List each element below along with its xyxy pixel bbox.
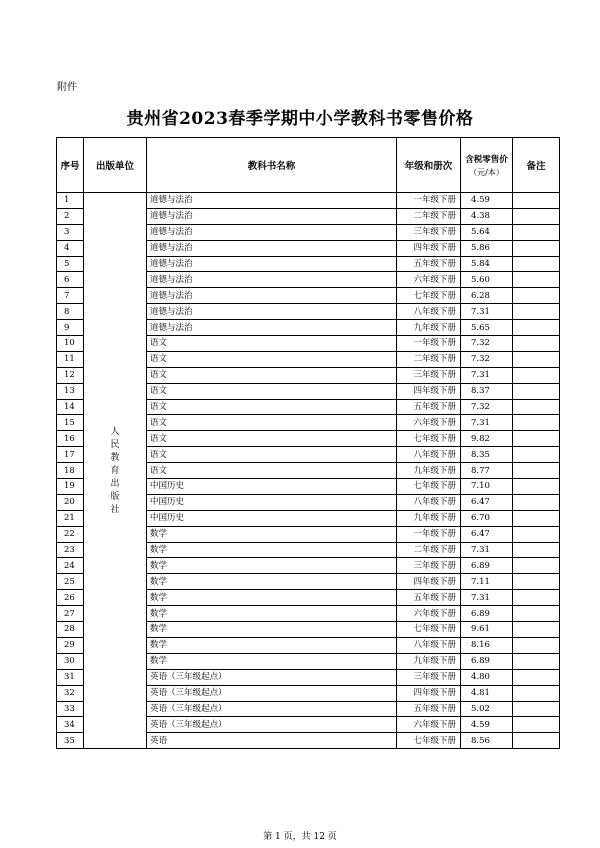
cell-seq: 19: [57, 479, 84, 495]
cell-price: 8.16: [461, 637, 513, 653]
cell-seq: 23: [57, 542, 84, 558]
cell-price: 4.38: [461, 208, 513, 224]
header-publisher: 出版单位: [84, 138, 147, 193]
cell-book: 语文: [147, 383, 397, 399]
cell-price: 7.10: [461, 479, 513, 495]
cell-book: 语文: [147, 351, 397, 367]
cell-book: 英语（三年级起点）: [147, 669, 397, 685]
cell-book: 中国历史: [147, 479, 397, 495]
cell-price: 5.86: [461, 240, 513, 256]
cell-book: 语文: [147, 336, 397, 352]
cell-book: 中国历史: [147, 494, 397, 510]
cell-note: [513, 208, 560, 224]
cell-book: 数学: [147, 606, 397, 622]
cell-price: 5.60: [461, 272, 513, 288]
cell-book: 英语（三年级起点）: [147, 685, 397, 701]
cell-grade: 七年级下册: [397, 431, 461, 447]
cell-seq: 35: [57, 733, 84, 749]
cell-grade: 二年级下册: [397, 208, 461, 224]
cell-book: 道德与法治: [147, 320, 397, 336]
cell-note: [513, 256, 560, 272]
cell-grade: 四年级下册: [397, 383, 461, 399]
cell-note: [513, 733, 560, 749]
header-book: 教科书名称: [147, 138, 397, 193]
cell-grade: 三年级下册: [397, 558, 461, 574]
cell-seq: 32: [57, 685, 84, 701]
cell-book: 数学: [147, 637, 397, 653]
cell-grade: 三年级下册: [397, 669, 461, 685]
cell-seq: 6: [57, 272, 84, 288]
cell-grade: 四年级下册: [397, 685, 461, 701]
cell-grade: 三年级下册: [397, 224, 461, 240]
cell-seq: 18: [57, 463, 84, 479]
cell-price: 4.59: [461, 193, 513, 209]
cell-publisher: [84, 193, 147, 749]
cell-note: [513, 685, 560, 701]
cell-grade: 五年级下册: [397, 256, 461, 272]
cell-grade: 八年级下册: [397, 304, 461, 320]
cell-seq: 13: [57, 383, 84, 399]
cell-price: 7.32: [461, 336, 513, 352]
cell-seq: 22: [57, 526, 84, 542]
cell-grade: 五年级下册: [397, 399, 461, 415]
cell-note: [513, 637, 560, 653]
cell-note: [513, 606, 560, 622]
cell-book: 英语（三年级起点）: [147, 701, 397, 717]
header-note: 备注: [513, 138, 560, 193]
cell-grade: 八年级下册: [397, 637, 461, 653]
cell-book: 语文: [147, 431, 397, 447]
cell-grade: 七年级下册: [397, 622, 461, 638]
cell-price: 7.31: [461, 415, 513, 431]
cell-seq: 33: [57, 701, 84, 717]
cell-price: 4.59: [461, 717, 513, 733]
cell-note: [513, 669, 560, 685]
cell-grade: 六年级下册: [397, 415, 461, 431]
cell-price: 4.81: [461, 685, 513, 701]
cell-book: 语文: [147, 367, 397, 383]
cell-seq: 12: [57, 367, 84, 383]
document-title: 贵州省2023春季学期中小学教科书零售价格: [126, 109, 474, 129]
cell-price: 6.47: [461, 494, 513, 510]
cell-book: 道德与法治: [147, 208, 397, 224]
cell-grade: 二年级下册: [397, 351, 461, 367]
cell-book: 语文: [147, 415, 397, 431]
cell-note: [513, 272, 560, 288]
cell-price: 6.70: [461, 510, 513, 526]
cell-book: 语文: [147, 463, 397, 479]
cell-seq: 2: [57, 208, 84, 224]
cell-note: [513, 431, 560, 447]
cell-note: [513, 479, 560, 495]
cell-note: [513, 415, 560, 431]
cell-note: [513, 383, 560, 399]
cell-note: [513, 510, 560, 526]
cell-note: [513, 304, 560, 320]
cell-price: 6.89: [461, 606, 513, 622]
cell-price: 5.02: [461, 701, 513, 717]
cell-seq: 21: [57, 510, 84, 526]
header-price: [461, 138, 513, 193]
cell-book: 道德与法治: [147, 272, 397, 288]
cell-price: 8.56: [461, 733, 513, 749]
cell-note: [513, 399, 560, 415]
cell-grade: 三年级下册: [397, 367, 461, 383]
cell-seq: 5: [57, 256, 84, 272]
table-row: [57, 193, 560, 209]
cell-book: 数学: [147, 542, 397, 558]
cell-book: 数学: [147, 526, 397, 542]
cell-seq: 20: [57, 494, 84, 510]
cell-note: [513, 574, 560, 590]
cell-book: 语文: [147, 399, 397, 415]
header-price-unit: （元/本）: [469, 167, 504, 177]
cell-book: 中国历史: [147, 510, 397, 526]
cell-book: 道德与法治: [147, 256, 397, 272]
cell-note: [513, 494, 560, 510]
cell-note: [513, 240, 560, 256]
cell-note: [513, 288, 560, 304]
cell-seq: 10: [57, 336, 84, 352]
cell-price: 4.80: [461, 669, 513, 685]
cell-note: [513, 224, 560, 240]
cell-grade: 六年级下册: [397, 606, 461, 622]
cell-grade: 五年级下册: [397, 701, 461, 717]
cell-seq: 31: [57, 669, 84, 685]
cell-book: 数学: [147, 622, 397, 638]
cell-grade: 七年级下册: [397, 479, 461, 495]
cell-book: 道德与法治: [147, 193, 397, 209]
cell-note: [513, 558, 560, 574]
cell-price: 6.28: [461, 288, 513, 304]
header-price-main: 含税零售价: [465, 154, 508, 165]
cell-grade: 六年级下册: [397, 272, 461, 288]
cell-price: 7.32: [461, 351, 513, 367]
cell-price: 5.65: [461, 320, 513, 336]
cell-seq: 11: [57, 351, 84, 367]
cell-seq: 15: [57, 415, 84, 431]
price-table: [56, 137, 560, 749]
cell-price: 6.47: [461, 526, 513, 542]
cell-note: [513, 336, 560, 352]
cell-price: 8.77: [461, 463, 513, 479]
cell-seq: 25: [57, 574, 84, 590]
cell-seq: 24: [57, 558, 84, 574]
cell-note: [513, 320, 560, 336]
header-seq: 序号: [57, 138, 84, 193]
cell-grade: 二年级下册: [397, 542, 461, 558]
cell-grade: 一年级下册: [397, 526, 461, 542]
cell-grade: 一年级下册: [397, 336, 461, 352]
cell-book: 英语（三年级起点）: [147, 717, 397, 733]
cell-grade: 八年级下册: [397, 447, 461, 463]
cell-note: [513, 367, 560, 383]
cell-note: [513, 447, 560, 463]
cell-note: [513, 542, 560, 558]
attachment-label: 附件: [57, 82, 77, 93]
cell-seq: 34: [57, 717, 84, 733]
cell-seq: 1: [57, 193, 84, 209]
cell-seq: 30: [57, 653, 84, 669]
cell-price: 9.61: [461, 622, 513, 638]
cell-note: [513, 351, 560, 367]
cell-book: 道德与法治: [147, 224, 397, 240]
cell-seq: 7: [57, 288, 84, 304]
header-grade: 年级和册次: [397, 138, 461, 193]
cell-seq: 4: [57, 240, 84, 256]
cell-seq: 17: [57, 447, 84, 463]
cell-seq: 9: [57, 320, 84, 336]
cell-note: [513, 622, 560, 638]
cell-grade: 九年级下册: [397, 463, 461, 479]
cell-price: 7.31: [461, 304, 513, 320]
cell-price: 8.37: [461, 383, 513, 399]
cell-seq: 27: [57, 606, 84, 622]
table-header-row: [57, 138, 560, 193]
page-footer: 第 1 页，共 12 页: [263, 832, 337, 842]
cell-price: 5.64: [461, 224, 513, 240]
cell-price: 9.82: [461, 431, 513, 447]
cell-price: 6.89: [461, 558, 513, 574]
cell-book: 数学: [147, 558, 397, 574]
cell-seq: 8: [57, 304, 84, 320]
cell-price: 7.11: [461, 574, 513, 590]
cell-seq: 26: [57, 590, 84, 606]
cell-book: 英语: [147, 733, 397, 749]
cell-book: 道德与法治: [147, 288, 397, 304]
cell-grade: 九年级下册: [397, 653, 461, 669]
cell-book: 道德与法治: [147, 240, 397, 256]
cell-grade: 八年级下册: [397, 494, 461, 510]
cell-book: 道德与法治: [147, 304, 397, 320]
cell-price: 6.89: [461, 653, 513, 669]
cell-book: 数学: [147, 574, 397, 590]
cell-grade: 五年级下册: [397, 590, 461, 606]
cell-seq: 29: [57, 637, 84, 653]
cell-note: [513, 717, 560, 733]
cell-book: 数学: [147, 653, 397, 669]
cell-seq: 16: [57, 431, 84, 447]
cell-seq: 28: [57, 622, 84, 638]
cell-grade: 六年级下册: [397, 717, 461, 733]
cell-price: 7.31: [461, 542, 513, 558]
cell-grade: 九年级下册: [397, 320, 461, 336]
cell-grade: 一年级下册: [397, 193, 461, 209]
cell-book: 语文: [147, 447, 397, 463]
cell-note: [513, 653, 560, 669]
cell-grade: 九年级下册: [397, 510, 461, 526]
cell-price: 7.31: [461, 367, 513, 383]
cell-seq: 3: [57, 224, 84, 240]
cell-seq: 14: [57, 399, 84, 415]
cell-grade: 四年级下册: [397, 240, 461, 256]
cell-grade: 七年级下册: [397, 733, 461, 749]
cell-note: [513, 526, 560, 542]
cell-note: [513, 193, 560, 209]
table-body: [57, 193, 560, 749]
cell-note: [513, 590, 560, 606]
cell-note: [513, 463, 560, 479]
cell-price: 8.35: [461, 447, 513, 463]
cell-note: [513, 701, 560, 717]
cell-price: 7.31: [461, 590, 513, 606]
cell-price: 5.84: [461, 256, 513, 272]
cell-grade: 四年级下册: [397, 574, 461, 590]
publisher-text: 人民教育出版社: [110, 427, 120, 516]
cell-book: 数学: [147, 590, 397, 606]
cell-grade: 七年级下册: [397, 288, 461, 304]
cell-price: 7.32: [461, 399, 513, 415]
